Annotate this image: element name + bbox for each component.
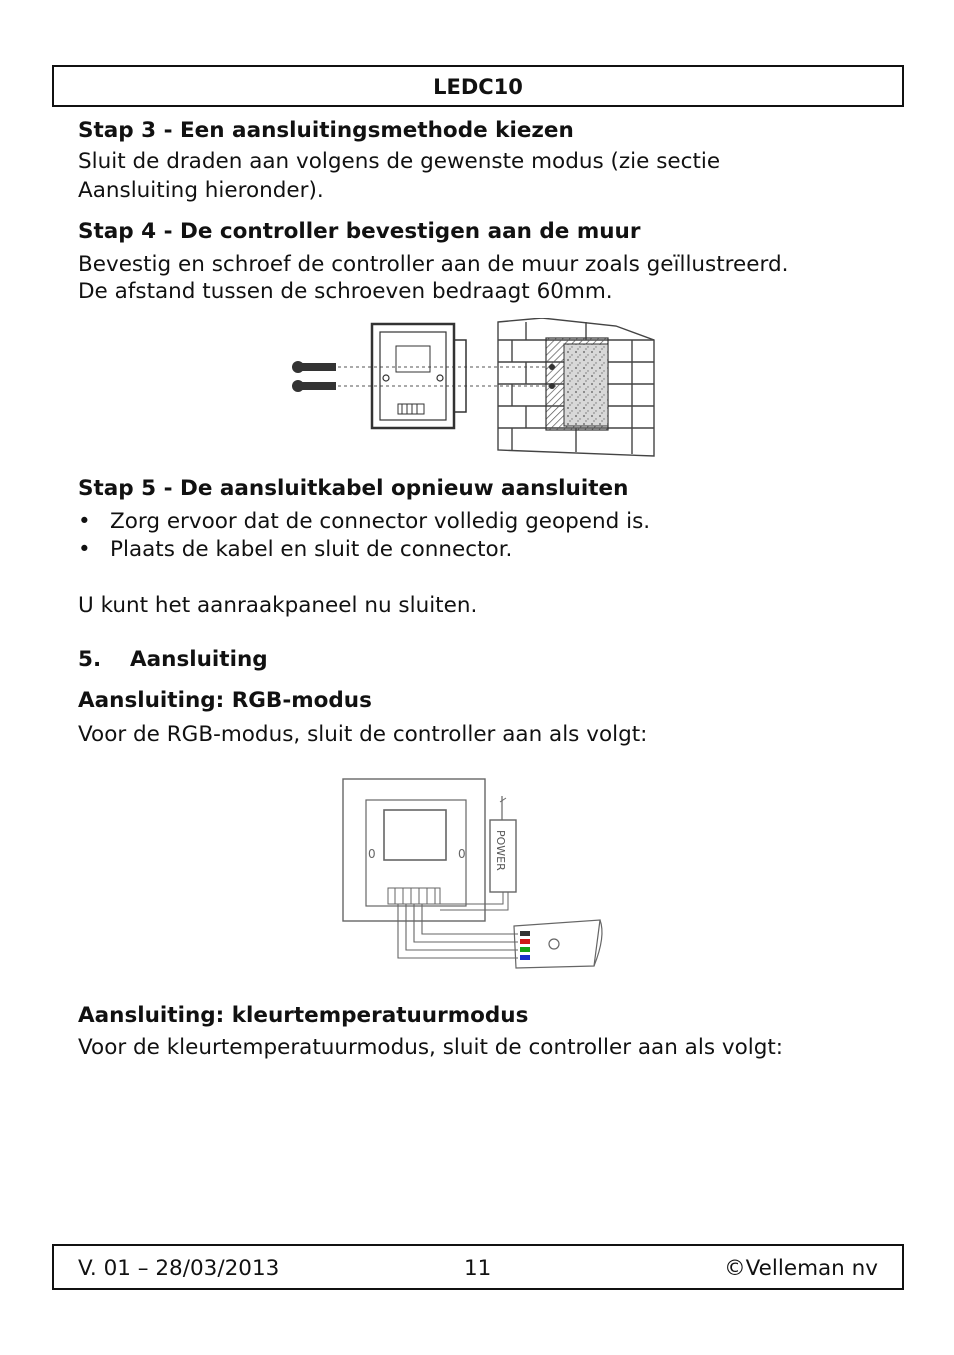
wall-cavity: [546, 338, 608, 430]
bullet-text-2: Plaats de kabel en sluit de connector.: [110, 537, 513, 562]
document-title: LEDC10: [433, 75, 523, 99]
screw-bottom: [292, 380, 336, 392]
wall-mount-illustration: [286, 318, 658, 460]
section5-heading: [78, 647, 268, 672]
section-title: Aansluiting: [130, 647, 268, 672]
cct-heading: Aansluiting: kleurtemperatuurmodus: [78, 1003, 529, 1028]
footer-box: [52, 1244, 904, 1290]
step4-text-line2: De afstand tussen de schroeven bedraagt 60mm.: [78, 279, 613, 304]
step5-heading: Stap 5 - De aansluitkabel opnieuw aansluiten: [78, 476, 629, 501]
bullet-icon: •: [78, 509, 91, 534]
step3-text-line2: Aansluiting hieronder).: [78, 178, 324, 203]
step5-closing-text: U kunt het aanraakpaneel nu sluiten.: [78, 593, 478, 618]
step3-text-line1: Sluit de draden aan volgens de gewenste modus (zie sectie: [78, 149, 721, 174]
header-box: [52, 65, 904, 107]
screw-top: [292, 361, 336, 373]
svg-text:0: 0: [458, 847, 466, 861]
bullet-item-1: [78, 509, 650, 534]
wire-tip-red: [520, 939, 530, 944]
wire-tip-blue: [520, 955, 530, 960]
rgb-text: Voor de RGB-modus, sluit de controller aan als volgt:: [78, 722, 648, 747]
footer-copyright: ©Velleman nv: [724, 1256, 878, 1281]
controller-frame: [372, 324, 466, 428]
step4-text-line1: Bevestig en schroef de controller aan de muur zoals geïllustreerd.: [78, 252, 789, 277]
controller-window: [384, 810, 446, 860]
footer-page-number: 11: [464, 1256, 492, 1281]
rgb-wiring-diagram: [340, 776, 608, 972]
bullet-text-1: Zorg ervoor dat de connector volledig geopend is.: [110, 509, 651, 534]
step4-heading: Stap 4 - De controller bevestigen aan de muur: [78, 219, 641, 244]
section-number: 5.: [78, 647, 102, 672]
rgb-heading: Aansluiting: RGB-modus: [78, 688, 372, 713]
wire-tip-black: [520, 931, 530, 936]
step3-heading: Stap 3 - Een aansluitingsmethode kiezen: [78, 118, 574, 143]
svg-text:0: 0: [368, 847, 376, 861]
footer-version: V. 01 – 28/03/2013: [78, 1256, 280, 1281]
cct-text: Voor de kleurtemperatuurmodus, sluit de controller aan als volgt:: [78, 1035, 784, 1060]
controller-inner: [366, 800, 466, 906]
bullet-item-2: [78, 537, 512, 562]
power-label: POWER: [494, 830, 507, 871]
bullet-icon: •: [78, 537, 91, 562]
wire-tip-green: [520, 947, 530, 952]
terminal-block: [388, 888, 440, 904]
